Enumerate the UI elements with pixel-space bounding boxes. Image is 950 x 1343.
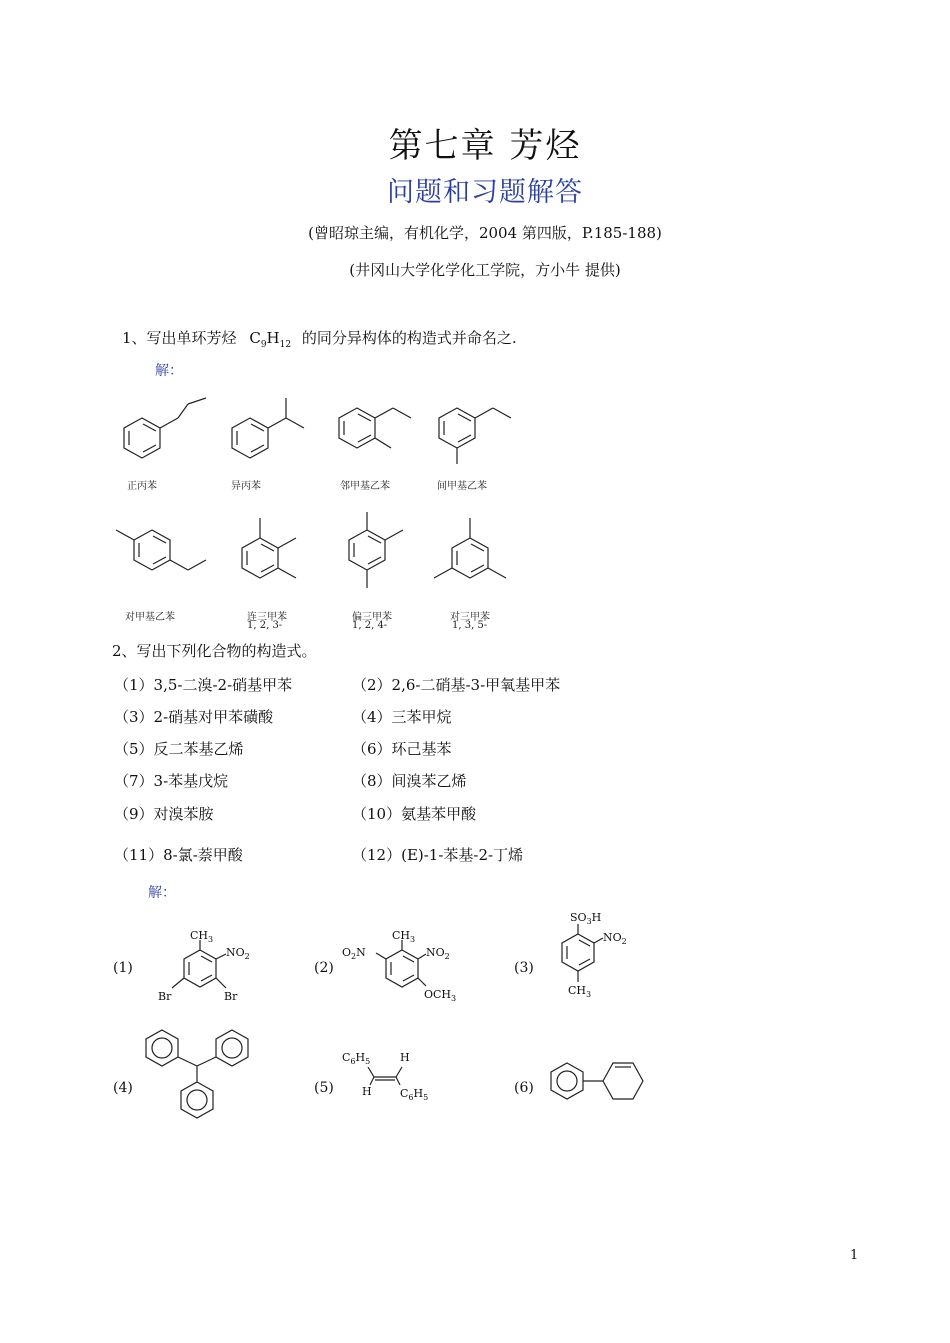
hydrogen-label-2: H: [362, 1085, 372, 1098]
q2-item-7: （7）3-苯基戊烷: [114, 772, 229, 790]
structure-dibromonitrotoluene: [150, 928, 260, 1013]
structure-phenylcyclohexene: [545, 1055, 655, 1105]
page-subtitle: 问题和习题解答: [387, 177, 583, 208]
bromo-label-right: Br: [224, 990, 238, 1003]
structure-o-methylethylbenzene: [325, 390, 425, 470]
structure-p-methylethylbenzene: [110, 510, 220, 590]
chapter-title: 第七章 芳烃: [388, 126, 582, 166]
bromo-label-left: Br: [158, 990, 172, 1003]
q2-item-10: （10）氨基苯甲酸: [352, 805, 477, 823]
structure-1-3-5-trimethylbenzene: [430, 510, 530, 600]
locants-7: 1, 2, 4-: [352, 620, 388, 631]
q2-item-6: （6）环己基苯: [352, 740, 452, 758]
q2-item-12: （12）(E)-1-苯基-2-丁烯: [352, 846, 524, 864]
q2-item-2: （2）2,6-二硝基-3-甲氧基甲苯: [352, 676, 561, 694]
methoxy-label: $OCH_3$: [424, 988, 457, 1003]
nitro-label: $NO_2$: [226, 946, 250, 961]
locants-6: 1, 2, 3-: [247, 620, 283, 631]
compound-name-2: 异丙苯: [231, 481, 261, 492]
methyl-label-2: $CH_3$: [392, 929, 416, 944]
answer-label-2: 解：: [148, 885, 176, 901]
methyl-label-3: $CH_3$: [568, 984, 592, 999]
sulfo-label: $SO_3H$: [570, 911, 602, 926]
compound-name-8: 对三甲苯: [450, 612, 490, 623]
structure-m-methylethylbenzene: [425, 390, 525, 470]
structure-n-propylbenzene: [110, 390, 220, 470]
structure-label-4: (4): [113, 1080, 133, 1096]
structure-label-3: (3): [514, 960, 534, 976]
structure-dinitromethoxytoluene: [338, 928, 468, 1013]
structure-label-6: (6): [514, 1080, 534, 1096]
q2-item-4: （4）三苯甲烷: [352, 708, 452, 726]
page-number: 1: [850, 1248, 859, 1263]
compound-name-7: 偏三甲苯: [352, 612, 392, 623]
question-1: [122, 327, 517, 350]
nitro-label-right: $NO_2$: [426, 946, 450, 961]
compound-name-5: 对甲基乙苯: [125, 612, 175, 623]
q2-item-3: （3）2-硝基对甲苯磺酸: [114, 708, 274, 726]
answer-label-1: 解：: [155, 363, 183, 379]
phenyl-label-1: $C_6H_5$: [342, 1051, 371, 1066]
compound-name-1: 正丙苯: [127, 481, 157, 492]
structure-label-5: (5): [314, 1080, 334, 1096]
structure-1-2-4-trimethylbenzene: [335, 510, 425, 600]
structure-1-2-3-trimethylbenzene: [228, 510, 318, 600]
q2-item-11: （11）8-氯-萘甲酸: [114, 846, 243, 864]
nitro-label-left: $O_2N$: [342, 946, 366, 961]
structure-label-2: (2): [314, 960, 334, 976]
source-citation: (曾昭琼主编，有机化学，2004 第四版，P.185-188): [308, 224, 662, 242]
structure-label-1: (1): [113, 960, 133, 976]
structure-trans-stilbene: [338, 1045, 438, 1105]
compound-name-4: 间甲基乙苯: [437, 481, 487, 492]
hydrogen-label-1: H: [400, 1051, 410, 1064]
q2-item-1: （1）3,5-二溴-2-硝基甲苯: [114, 676, 293, 694]
question-1-suffix: 的同分异构体的构造式并命名之.: [301, 329, 517, 347]
structure-nitrotoluenesulfonic-acid: [548, 906, 648, 1011]
formula: $C_9H_{12}$: [249, 329, 292, 350]
structure-isopropylbenzene: [218, 390, 318, 470]
phenyl-label-2: $C_6H_5$: [400, 1087, 429, 1102]
q2-item-9: （9）对溴苯胺: [114, 805, 214, 823]
q2-item-8: （8）间溴苯乙烯: [352, 772, 467, 790]
methyl-label: $CH_3$: [190, 929, 214, 944]
contributor-note: (井冈山大学化学化工学院，方小牛 提供): [349, 261, 621, 279]
nitro-label-3: $NO_2$: [603, 931, 627, 946]
question-2: 2、写出下列化合物的构造式。: [112, 642, 317, 660]
compound-name-6: 连三甲苯: [247, 612, 287, 623]
structure-triphenylmethane: [140, 1020, 260, 1125]
locants-8: 1, 3, 5-: [452, 620, 488, 631]
question-1-prefix: 1、写出单环芳烃: [122, 329, 237, 347]
q2-item-5: （5）反二苯基乙烯: [114, 740, 244, 758]
compound-name-3: 邻甲基乙苯: [340, 481, 390, 492]
